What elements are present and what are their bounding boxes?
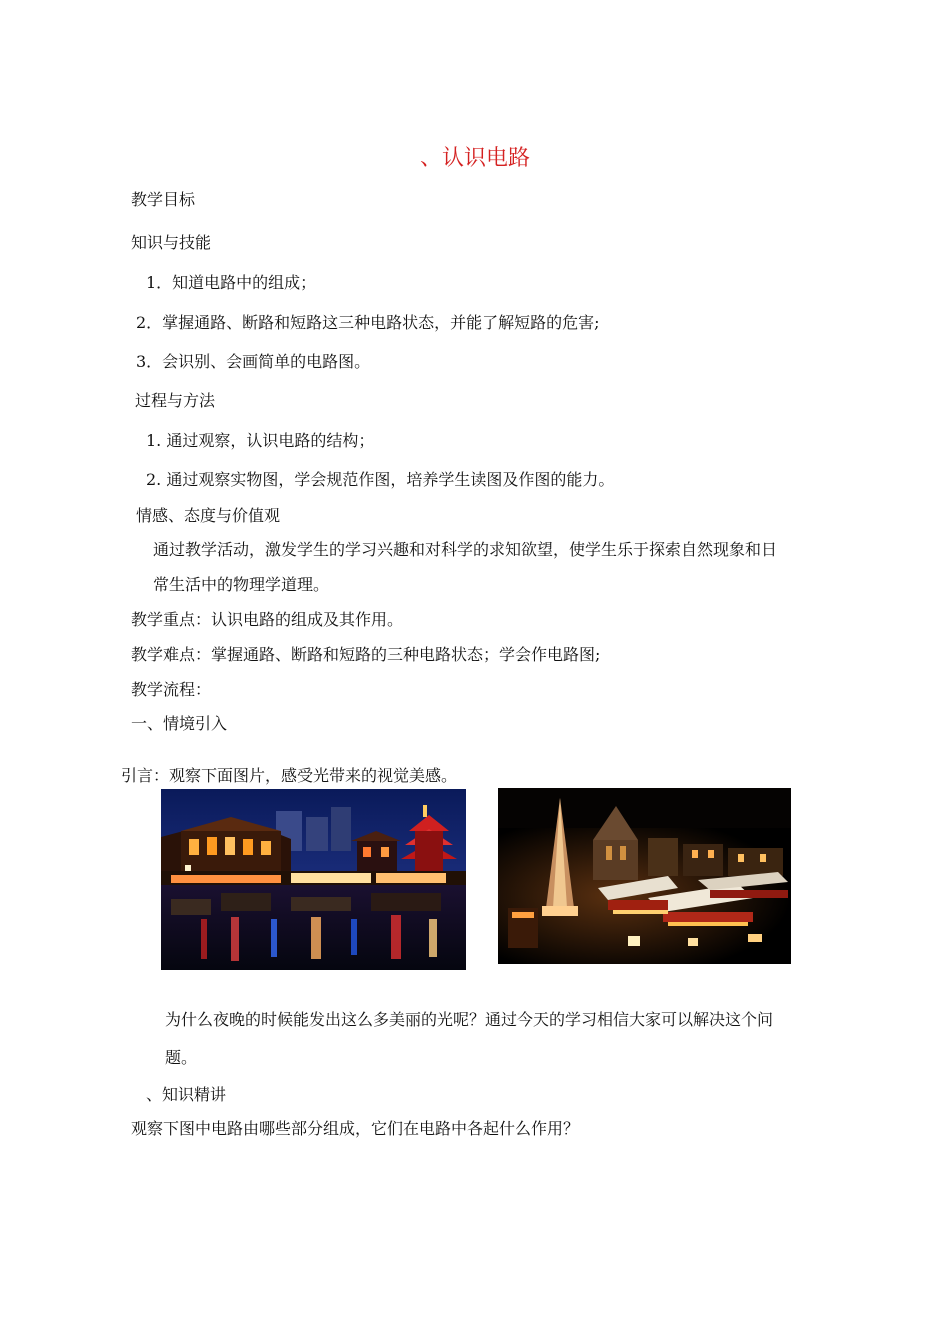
difficulty: 教学难点：掌握通路、断路和短路的三种电路状态；学会作电路图; — [131, 645, 601, 664]
heading-emotion-values: 情感、态度与价值观 — [136, 506, 281, 525]
page-title: 、认识电路 — [419, 146, 530, 171]
question-line-1: 为什么夜晚的时候能发出这么多美丽的光呢？通过今天的学习相信大家可以解决这个问 — [165, 1010, 774, 1029]
heading-knowledge-skills: 知识与技能 — [131, 233, 212, 252]
question-line-2: 题。 — [165, 1048, 198, 1067]
knowledge-item-3: 3．会识别、会画简单的电路图。 — [136, 352, 371, 371]
key-point: 教学重点：认识电路的组成及其作用。 — [131, 610, 404, 629]
section-2-heading: 、知识精讲 — [146, 1085, 227, 1104]
process-item-1: 1. 通过观察，认识电路的结构； — [146, 431, 375, 450]
process-item-2: 2. 通过观察实物图，学会规范作图，培养学生读图及作图的能力。 — [146, 470, 615, 489]
knowledge-item-1: 1．知道电路中的组成； — [146, 273, 317, 292]
section-1-heading: 一、情境引入 — [131, 714, 228, 733]
emotion-text-line-1: 通过教学活动，激发学生的学习兴趣和对科学的求知欲望，使学生乐于探索自然现象和日 — [153, 540, 778, 559]
emotion-text-line-2: 常生活中的物理学道理。 — [153, 575, 330, 594]
knowledge-item-2: 2．掌握通路、断路和短路这三种电路状态，并能了解短路的危害; — [136, 313, 600, 332]
christmas-market-photo — [498, 788, 791, 964]
teaching-flow: 教学流程： — [131, 680, 212, 699]
night-riverside-photo — [161, 789, 466, 970]
heading-objectives: 教学目标 — [131, 190, 196, 209]
observe-question: 观察下图中电路由哪些部分组成，它们在电路中各起什么作用？ — [131, 1119, 580, 1138]
intro-text: 引言：观察下面图片，感受光带来的视觉美感。 — [121, 766, 458, 785]
heading-process-methods: 过程与方法 — [135, 391, 216, 410]
